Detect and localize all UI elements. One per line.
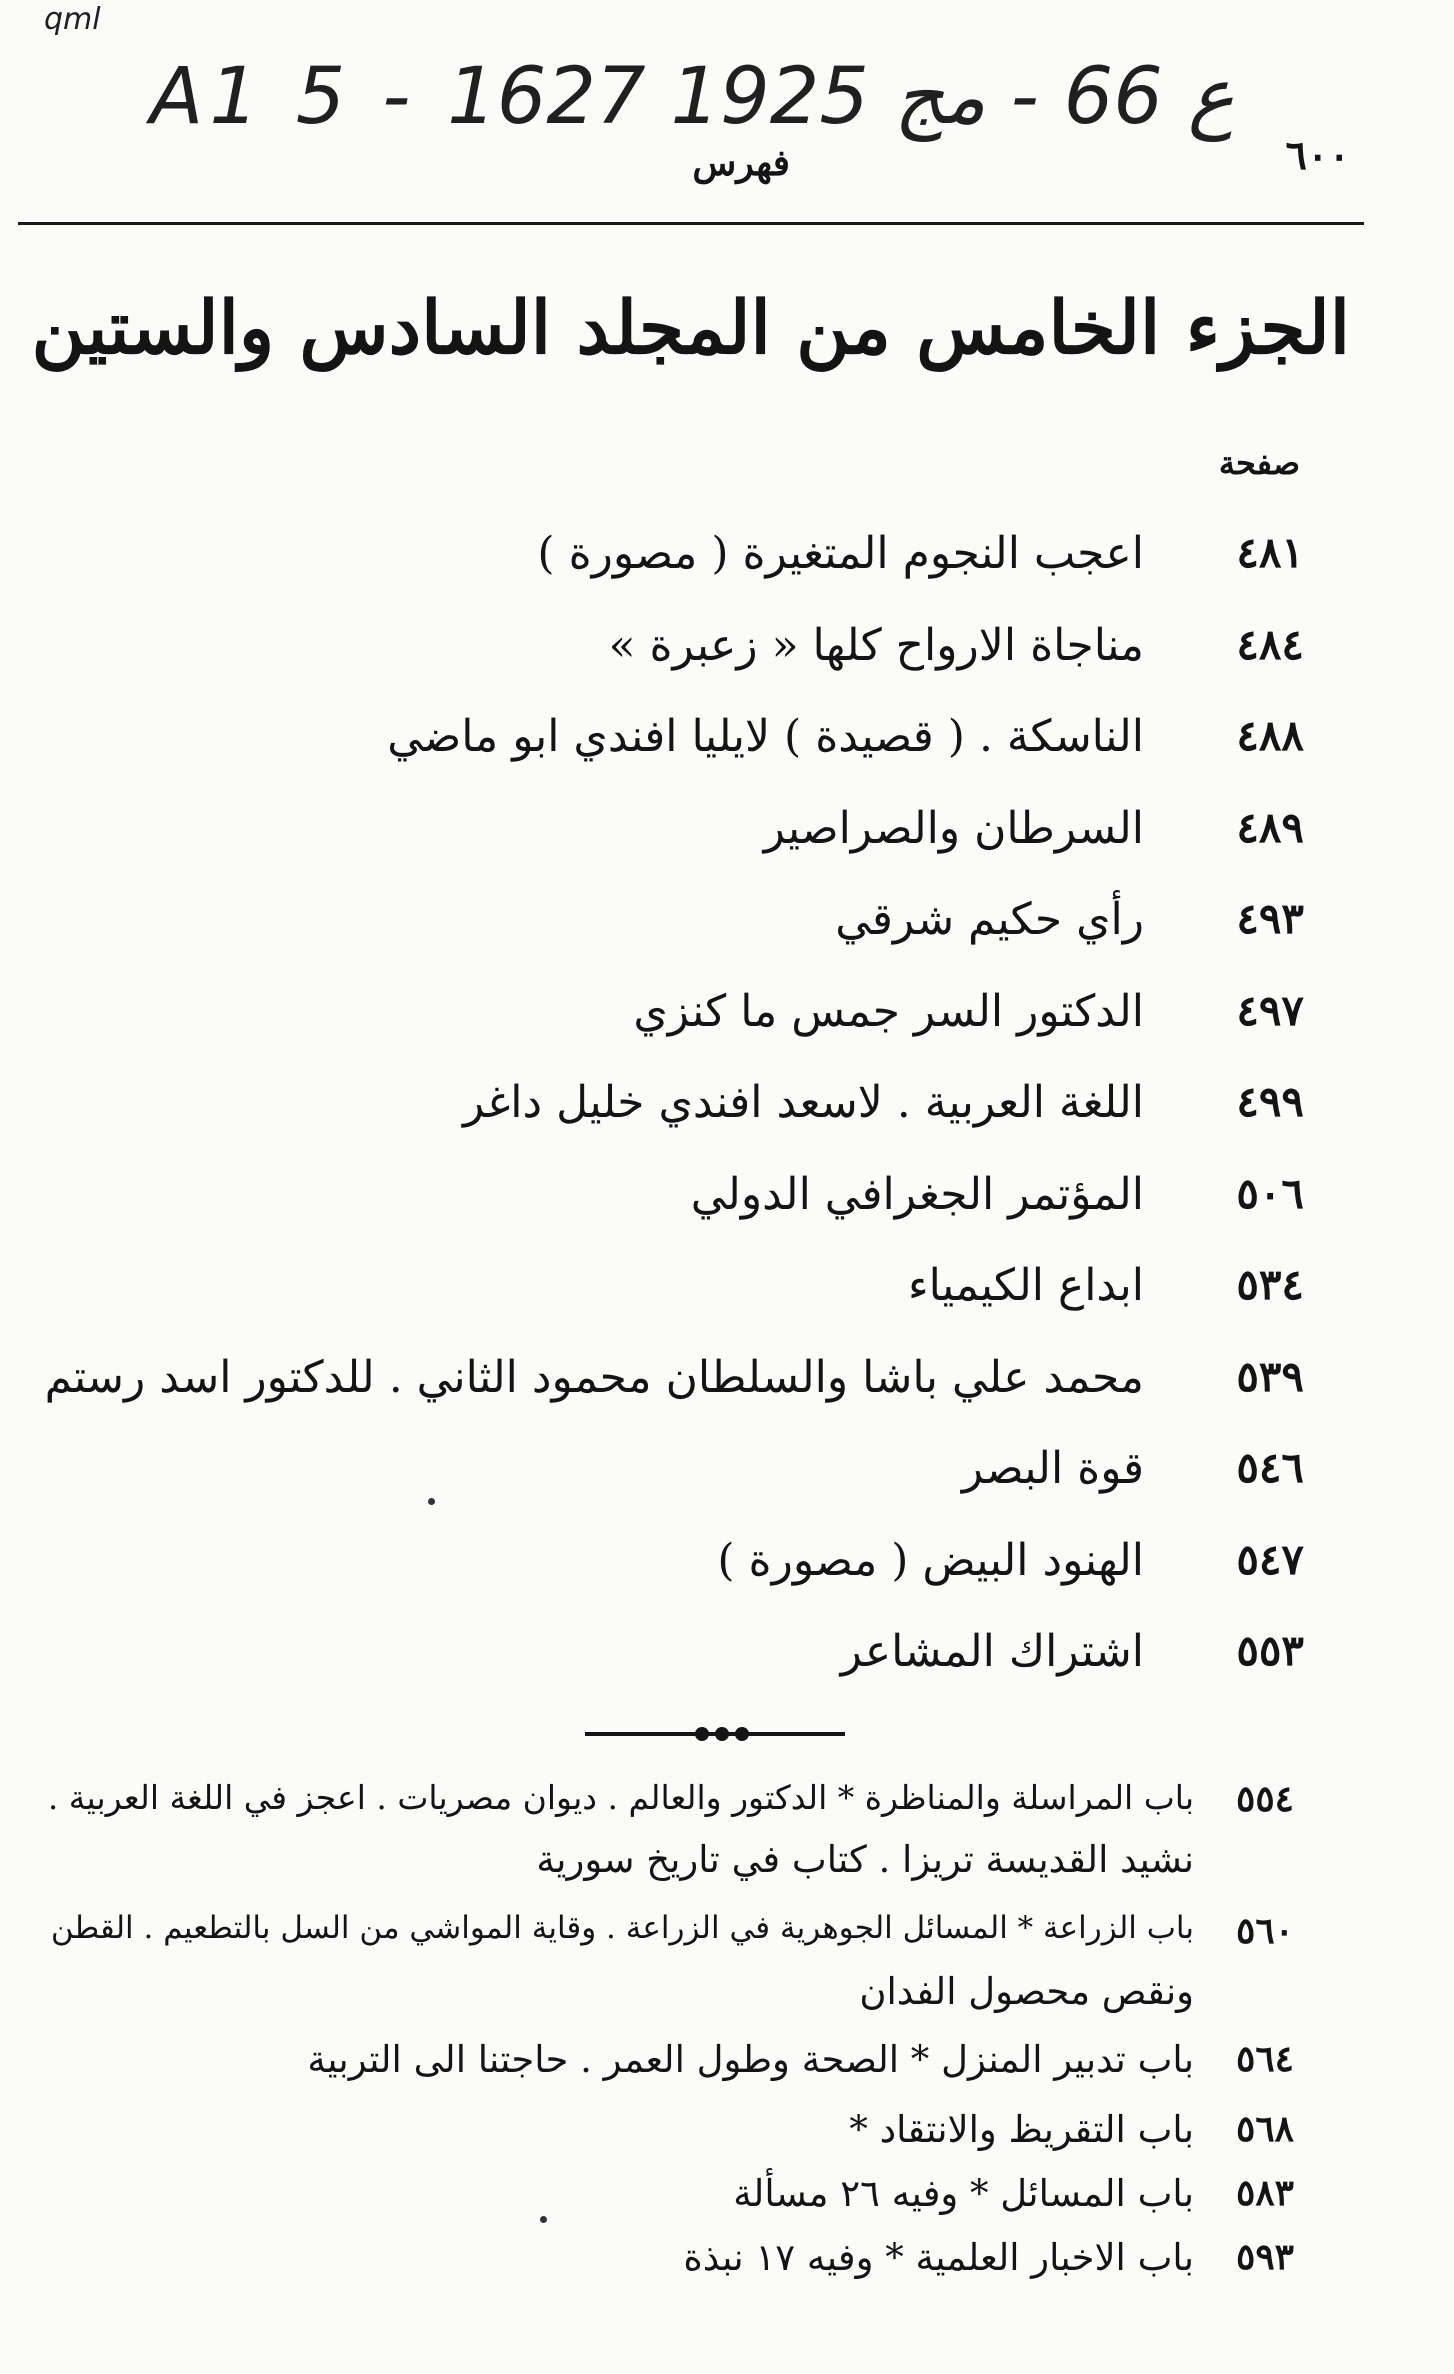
toc-entry-page: ٥٥٣ bbox=[1236, 1626, 1304, 1675]
section-entry-text: باب الزراعة * المسائل الجوهرية في الزراعة . وقاية المواشي من السل بالتطعيم . القطن bbox=[50, 1910, 1194, 1946]
toc-entry-page: ٤٩٧ bbox=[1236, 985, 1304, 1035]
section-entry-text: باب تدبير المنزل * الصحة وطول العمر . حاجتنا الى التربية bbox=[307, 2038, 1194, 2081]
section-entry bbox=[0, 2108, 1454, 2168]
column-header-page: صفحة bbox=[1218, 444, 1300, 482]
toc-entry-title: السرطان والصراصير bbox=[763, 802, 1144, 854]
toc-entry-title: المؤتمر الجغرافي الدولي bbox=[690, 1168, 1144, 1220]
toc-entry bbox=[0, 1260, 1454, 1330]
toc-entry-page: ٥٤٦ bbox=[1236, 1443, 1304, 1492]
toc-entry-page: ٤٨١ bbox=[1236, 528, 1304, 577]
page-number: ٦٠٠ bbox=[1285, 132, 1350, 179]
section-entry-text: باب التقريظ والانتقاد * bbox=[849, 2108, 1194, 2151]
header-label: فهرس bbox=[692, 142, 790, 184]
toc-entry-page: ٤٨٤ bbox=[1236, 619, 1304, 669]
toc-entry-title: الهنود البيض ( مصورة ) bbox=[717, 1534, 1144, 1586]
section-entry-page: ٥٥٤ bbox=[1235, 1778, 1294, 1820]
toc-entry bbox=[0, 1443, 1454, 1513]
toc-entry bbox=[0, 1535, 1454, 1605]
page-title: الجزء الخامس من المجلد السادس والستين bbox=[31, 285, 1350, 371]
toc-entry-page: ٥٤٧ bbox=[1236, 1534, 1304, 1584]
section-entry bbox=[0, 2172, 1454, 2232]
section-entry bbox=[0, 1910, 1454, 2030]
section-entry-page: ٥٩٣ bbox=[1235, 2236, 1294, 2278]
section-entry bbox=[0, 1778, 1454, 1898]
toc-entry-title: اللغة العربية . لاسعد افندي خليل داغر bbox=[463, 1077, 1144, 1128]
toc-entry-title: الدكتور السر جمس ما كنزي bbox=[633, 985, 1144, 1037]
ink-speck bbox=[428, 1498, 435, 1505]
section-entry bbox=[0, 2236, 1454, 2296]
toc-entry-page: ٥٠٦ bbox=[1236, 1168, 1304, 1218]
ornamental-divider bbox=[585, 1724, 845, 1744]
section-entry-text: باب الاخبار العلمية * وفيه ١٧ نبذة bbox=[683, 2236, 1194, 2279]
divider-dot bbox=[715, 1727, 729, 1741]
toc-entry bbox=[0, 803, 1454, 873]
ink-speck bbox=[540, 2216, 547, 2223]
toc-entry-title: محمد علي باشا والسلطان محمود الثاني . للدكتور اسد رستم bbox=[44, 1351, 1144, 1403]
section-entry-continuation: نشيد القديسة تريزا . كتاب في تاريخ سورية bbox=[536, 1838, 1194, 1881]
toc-entry-page: ٥٣٩ bbox=[1236, 1351, 1304, 1401]
divider-dot bbox=[735, 1727, 749, 1741]
toc-entry bbox=[0, 1077, 1454, 1147]
section-entry-page: ٥٨٣ bbox=[1235, 2172, 1294, 2214]
section-entry-continuation: ونقص محصول الفدان bbox=[859, 1970, 1194, 2013]
handwritten-tag: qml bbox=[44, 2, 101, 37]
toc-entry-page: ٤٨٨ bbox=[1236, 711, 1304, 760]
toc-entry bbox=[0, 1169, 1454, 1239]
section-entry-text: باب المسائل * وفيه ٢٦ مسألة bbox=[733, 2172, 1194, 2215]
toc-entry bbox=[0, 711, 1454, 781]
toc-entry bbox=[0, 528, 1454, 598]
section-entry-page: ٥٦٠ bbox=[1235, 1910, 1294, 1952]
toc-entry-page: ٥٣٤ bbox=[1236, 1260, 1304, 1309]
toc-entry-title: الناسكة . ( قصيدة ) لايليا افندي ابو ماضي bbox=[387, 711, 1144, 762]
toc-entry bbox=[0, 1626, 1454, 1696]
toc-entry bbox=[0, 620, 1454, 690]
section-entry bbox=[0, 2038, 1454, 2098]
toc-entry-page: ٤٨٩ bbox=[1236, 802, 1304, 852]
toc-entry-page: ٤٩٣ bbox=[1236, 894, 1304, 943]
toc-entry bbox=[0, 894, 1454, 964]
toc-entry bbox=[0, 986, 1454, 1056]
toc-entry bbox=[0, 1352, 1454, 1422]
divider-dot bbox=[695, 1727, 709, 1741]
section-entry-page: ٥٦٤ bbox=[1235, 2038, 1294, 2080]
toc-entry-title: رأي حكيم شرقي bbox=[835, 894, 1144, 945]
toc-entry-title: اشتراك المشاعر bbox=[840, 1626, 1144, 1677]
toc-entry-title: مناجاة الارواح كلها « زعبرة » bbox=[608, 619, 1144, 671]
handwritten-catalog-code: A1 5 - ع 66 - مج 1925 1627 bbox=[150, 52, 1235, 142]
toc-entry-title: ابداع الكيمياء bbox=[907, 1260, 1144, 1311]
toc-entry-page: ٤٩٩ bbox=[1236, 1077, 1304, 1126]
toc-entry-title: اعجب النجوم المتغيرة ( مصورة ) bbox=[537, 528, 1144, 579]
section-entry-page: ٥٦٨ bbox=[1235, 2108, 1294, 2150]
section-entry-text: باب المراسلة والمناظرة * الدكتور والعالم . ديوان مصريات . اعجز في اللغة العربية . bbox=[47, 1778, 1194, 1817]
toc-entry-title: قوة البصر bbox=[961, 1443, 1144, 1494]
